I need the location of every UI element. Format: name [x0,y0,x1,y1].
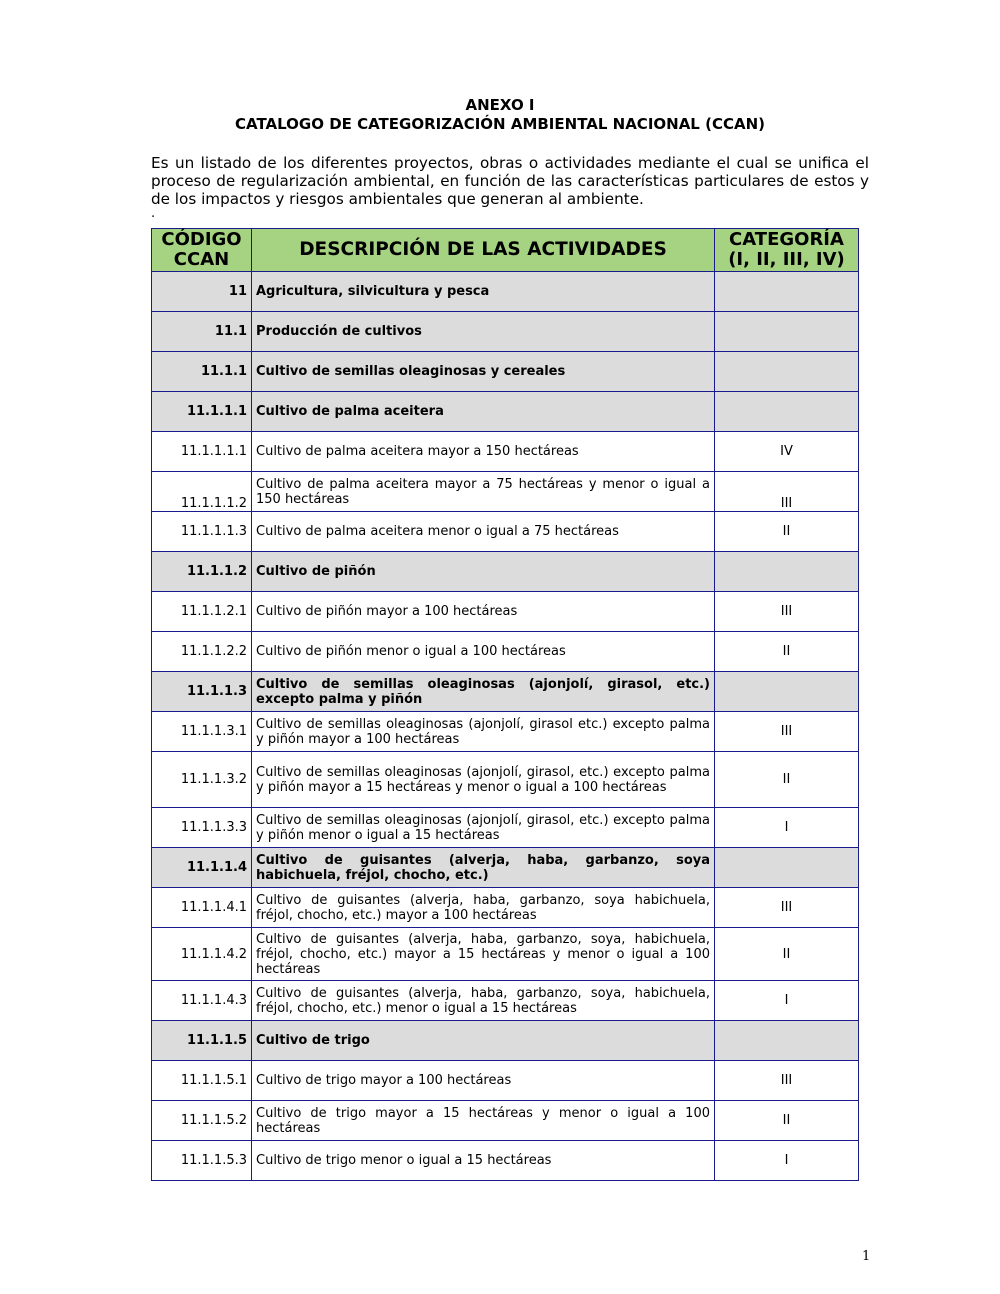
description-cell: Cultivo de semillas oleaginosas (ajonjolí, girasol, etc.) excepto palma y piñón [252,672,715,712]
description-cell: Cultivo de guisantes (alverja, haba, garbanzo, soya, habichuela, fréjol, chocho, etc.) menor o igual a 15 hectáreas [252,981,715,1021]
code-cell: 11.1.1.3.3 [152,808,252,848]
description-cell: Cultivo de guisantes (alverja, haba, garbanzo, soya habichuela, fréjol, chocho, etc.) mayor a 100 hectáreas [252,888,715,928]
category-cell [715,352,859,392]
code-cell: 11.1.1.2 [152,552,252,592]
description-cell: Cultivo de palma aceitera menor o igual a 75 hectáreas [252,512,715,552]
category-cell: III [715,472,859,512]
table-header-row [152,229,859,272]
category-cell: II [715,632,859,672]
category-cell: I [715,981,859,1021]
table-row [152,888,859,928]
code-cell: 11.1.1.3 [152,672,252,712]
category-cell [715,672,859,712]
description-cell: Cultivo de trigo mayor a 15 hectáreas y menor o igual a 100 hectáreas [252,1101,715,1141]
catalog-title: CATALOGO DE CATEGORIZACIÓN AMBIENTAL NACIONAL (CCAN) [235,115,765,133]
intro-paragraph: Es un listado de los diferentes proyectos, obras o actividades mediante el cual se unifica el proceso de regularización ambiental, en función de las características particulares de estos y de los impactos y riesgos ambientales que generan al ambiente. [151,154,869,208]
description-cell: Cultivo de palma aceitera mayor a 75 hectáreas y menor o igual a 150 hectáreas [252,472,715,512]
description-cell: Cultivo de palma aceitera [252,392,715,432]
description-cell: Cultivo de semillas oleaginosas (ajonjolí, girasol, etc.) excepto palma y piñón mayor a 15 hectáreas y menor o igual a 100 hectáreas [252,752,715,808]
description-cell: Cultivo de palma aceitera mayor a 150 hectáreas [252,432,715,472]
description-cell: Cultivo de semillas oleaginosas y cereales [252,352,715,392]
code-cell: 11.1.1.4.2 [152,928,252,981]
category-cell: III [715,712,859,752]
table-row [152,472,859,512]
code-cell: 11 [152,272,252,312]
intro-dot: . [151,206,156,221]
code-cell: 11.1.1.4 [152,848,252,888]
annex-title: ANEXO I [465,96,535,114]
table-body [152,272,859,1181]
code-cell: 11.1.1.5.2 [152,1101,252,1141]
document-header [0,96,1000,134]
category-cell: III [715,592,859,632]
table-row [152,1061,859,1101]
description-cell: Cultivo de trigo menor o igual a 15 hectáreas [252,1141,715,1181]
description-cell: Producción de cultivos [252,312,715,352]
code-cell: 11.1.1.3.1 [152,712,252,752]
category-cell [715,1021,859,1061]
description-cell: Cultivo de trigo mayor a 100 hectáreas [252,1061,715,1101]
code-cell: 11.1.1.3.2 [152,752,252,808]
table-row-group [152,312,859,352]
description-cell: Cultivo de semillas oleaginosas (ajonjolí, girasol, etc.) excepto palma y piñón menor o igual a 15 hectáreas [252,808,715,848]
category-cell [715,848,859,888]
table-row-group [152,392,859,432]
description-cell: Cultivo de piñón mayor a 100 hectáreas [252,592,715,632]
table-row [152,752,859,808]
category-cell: II [715,512,859,552]
category-cell: III [715,888,859,928]
code-cell: 11.1.1.2.2 [152,632,252,672]
code-cell: 11.1.1.5.1 [152,1061,252,1101]
code-cell: 11.1.1.1 [152,392,252,432]
category-cell: IV [715,432,859,472]
category-cell [715,392,859,432]
code-cell: 11.1.1 [152,352,252,392]
code-cell: 11.1.1.1.3 [152,512,252,552]
header-code: CÓDIGO CCAN [152,229,252,272]
category-cell [715,552,859,592]
table-row-group [152,352,859,392]
table-row [152,808,859,848]
description-cell: Cultivo de piñón [252,552,715,592]
page-number: 1 [862,1249,871,1264]
table-row [152,512,859,552]
code-cell: 11.1.1.1.2 [152,472,252,512]
category-cell [715,312,859,352]
category-cell: II [715,1101,859,1141]
code-cell: 11.1.1.2.1 [152,592,252,632]
code-cell: 11.1.1.4.3 [152,981,252,1021]
header-description: DESCRIPCIÓN DE LAS ACTIVIDADES [252,229,715,272]
table-row [152,981,859,1021]
description-cell: Cultivo de guisantes (alverja, haba, garbanzo, soya, habichuela, fréjol, chocho, etc.) mayor a 15 hectáreas y menor o igual a 100 hectáreas [252,928,715,981]
table-row-group [152,272,859,312]
code-cell: 11.1.1.4.1 [152,888,252,928]
description-cell: Cultivo de trigo [252,1021,715,1061]
ccan-table [151,228,859,1181]
table-row [152,712,859,752]
code-cell: 11.1 [152,312,252,352]
header-category: CATEGORÍA (I, II, III, IV) [715,229,859,272]
category-cell: I [715,1141,859,1181]
table-row-group [152,1021,859,1061]
category-cell: II [715,752,859,808]
description-cell: Cultivo de semillas oleaginosas (ajonjolí, girasol etc.) excepto palma y piñón mayor a 100 hectáreas [252,712,715,752]
description-cell: Agricultura, silvicultura y pesca [252,272,715,312]
code-cell: 11.1.1.5 [152,1021,252,1061]
code-cell: 11.1.1.1.1 [152,432,252,472]
table-row-group [152,672,859,712]
table-row [152,632,859,672]
description-cell: Cultivo de guisantes (alverja, haba, garbanzo, soya habichuela, fréjol, chocho, etc.) [252,848,715,888]
table-row-group [152,848,859,888]
table-row [152,928,859,981]
table-row [152,432,859,472]
description-cell: Cultivo de piñón menor o igual a 100 hectáreas [252,632,715,672]
table-row [152,1141,859,1181]
category-cell: III [715,1061,859,1101]
category-cell: I [715,808,859,848]
table-row [152,1101,859,1141]
code-cell: 11.1.1.5.3 [152,1141,252,1181]
category-cell [715,272,859,312]
table-row-group [152,552,859,592]
category-cell: II [715,928,859,981]
table-row [152,592,859,632]
